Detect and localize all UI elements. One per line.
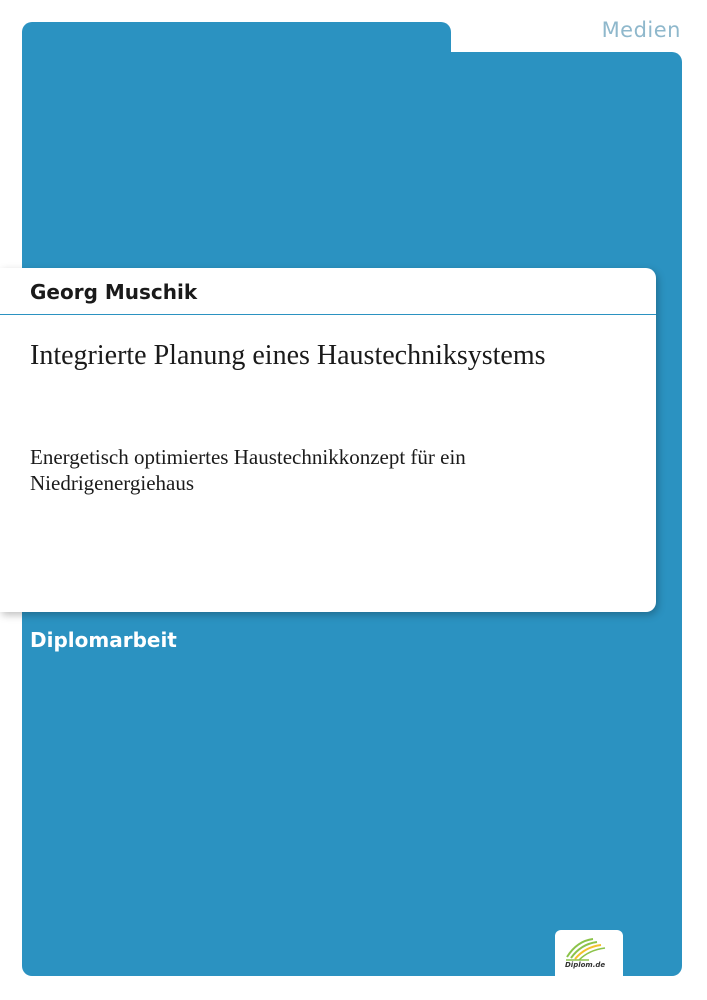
book-icon [563, 933, 615, 961]
series-label: Medien [601, 18, 681, 42]
document-type: Diplomarbeit [30, 628, 177, 652]
publisher-logo-text: Diplom.de [565, 961, 606, 969]
publisher-logo [555, 930, 623, 976]
book-title: Integrierte Planung eines Haustechniksystems [30, 340, 546, 371]
author-name: Georg Muschik [30, 280, 198, 304]
divider [0, 314, 656, 315]
title-card [0, 268, 656, 612]
book-subtitle: Energetisch optimiertes Haustechnikkonzept für ein Niedrigenergiehaus [30, 445, 466, 495]
